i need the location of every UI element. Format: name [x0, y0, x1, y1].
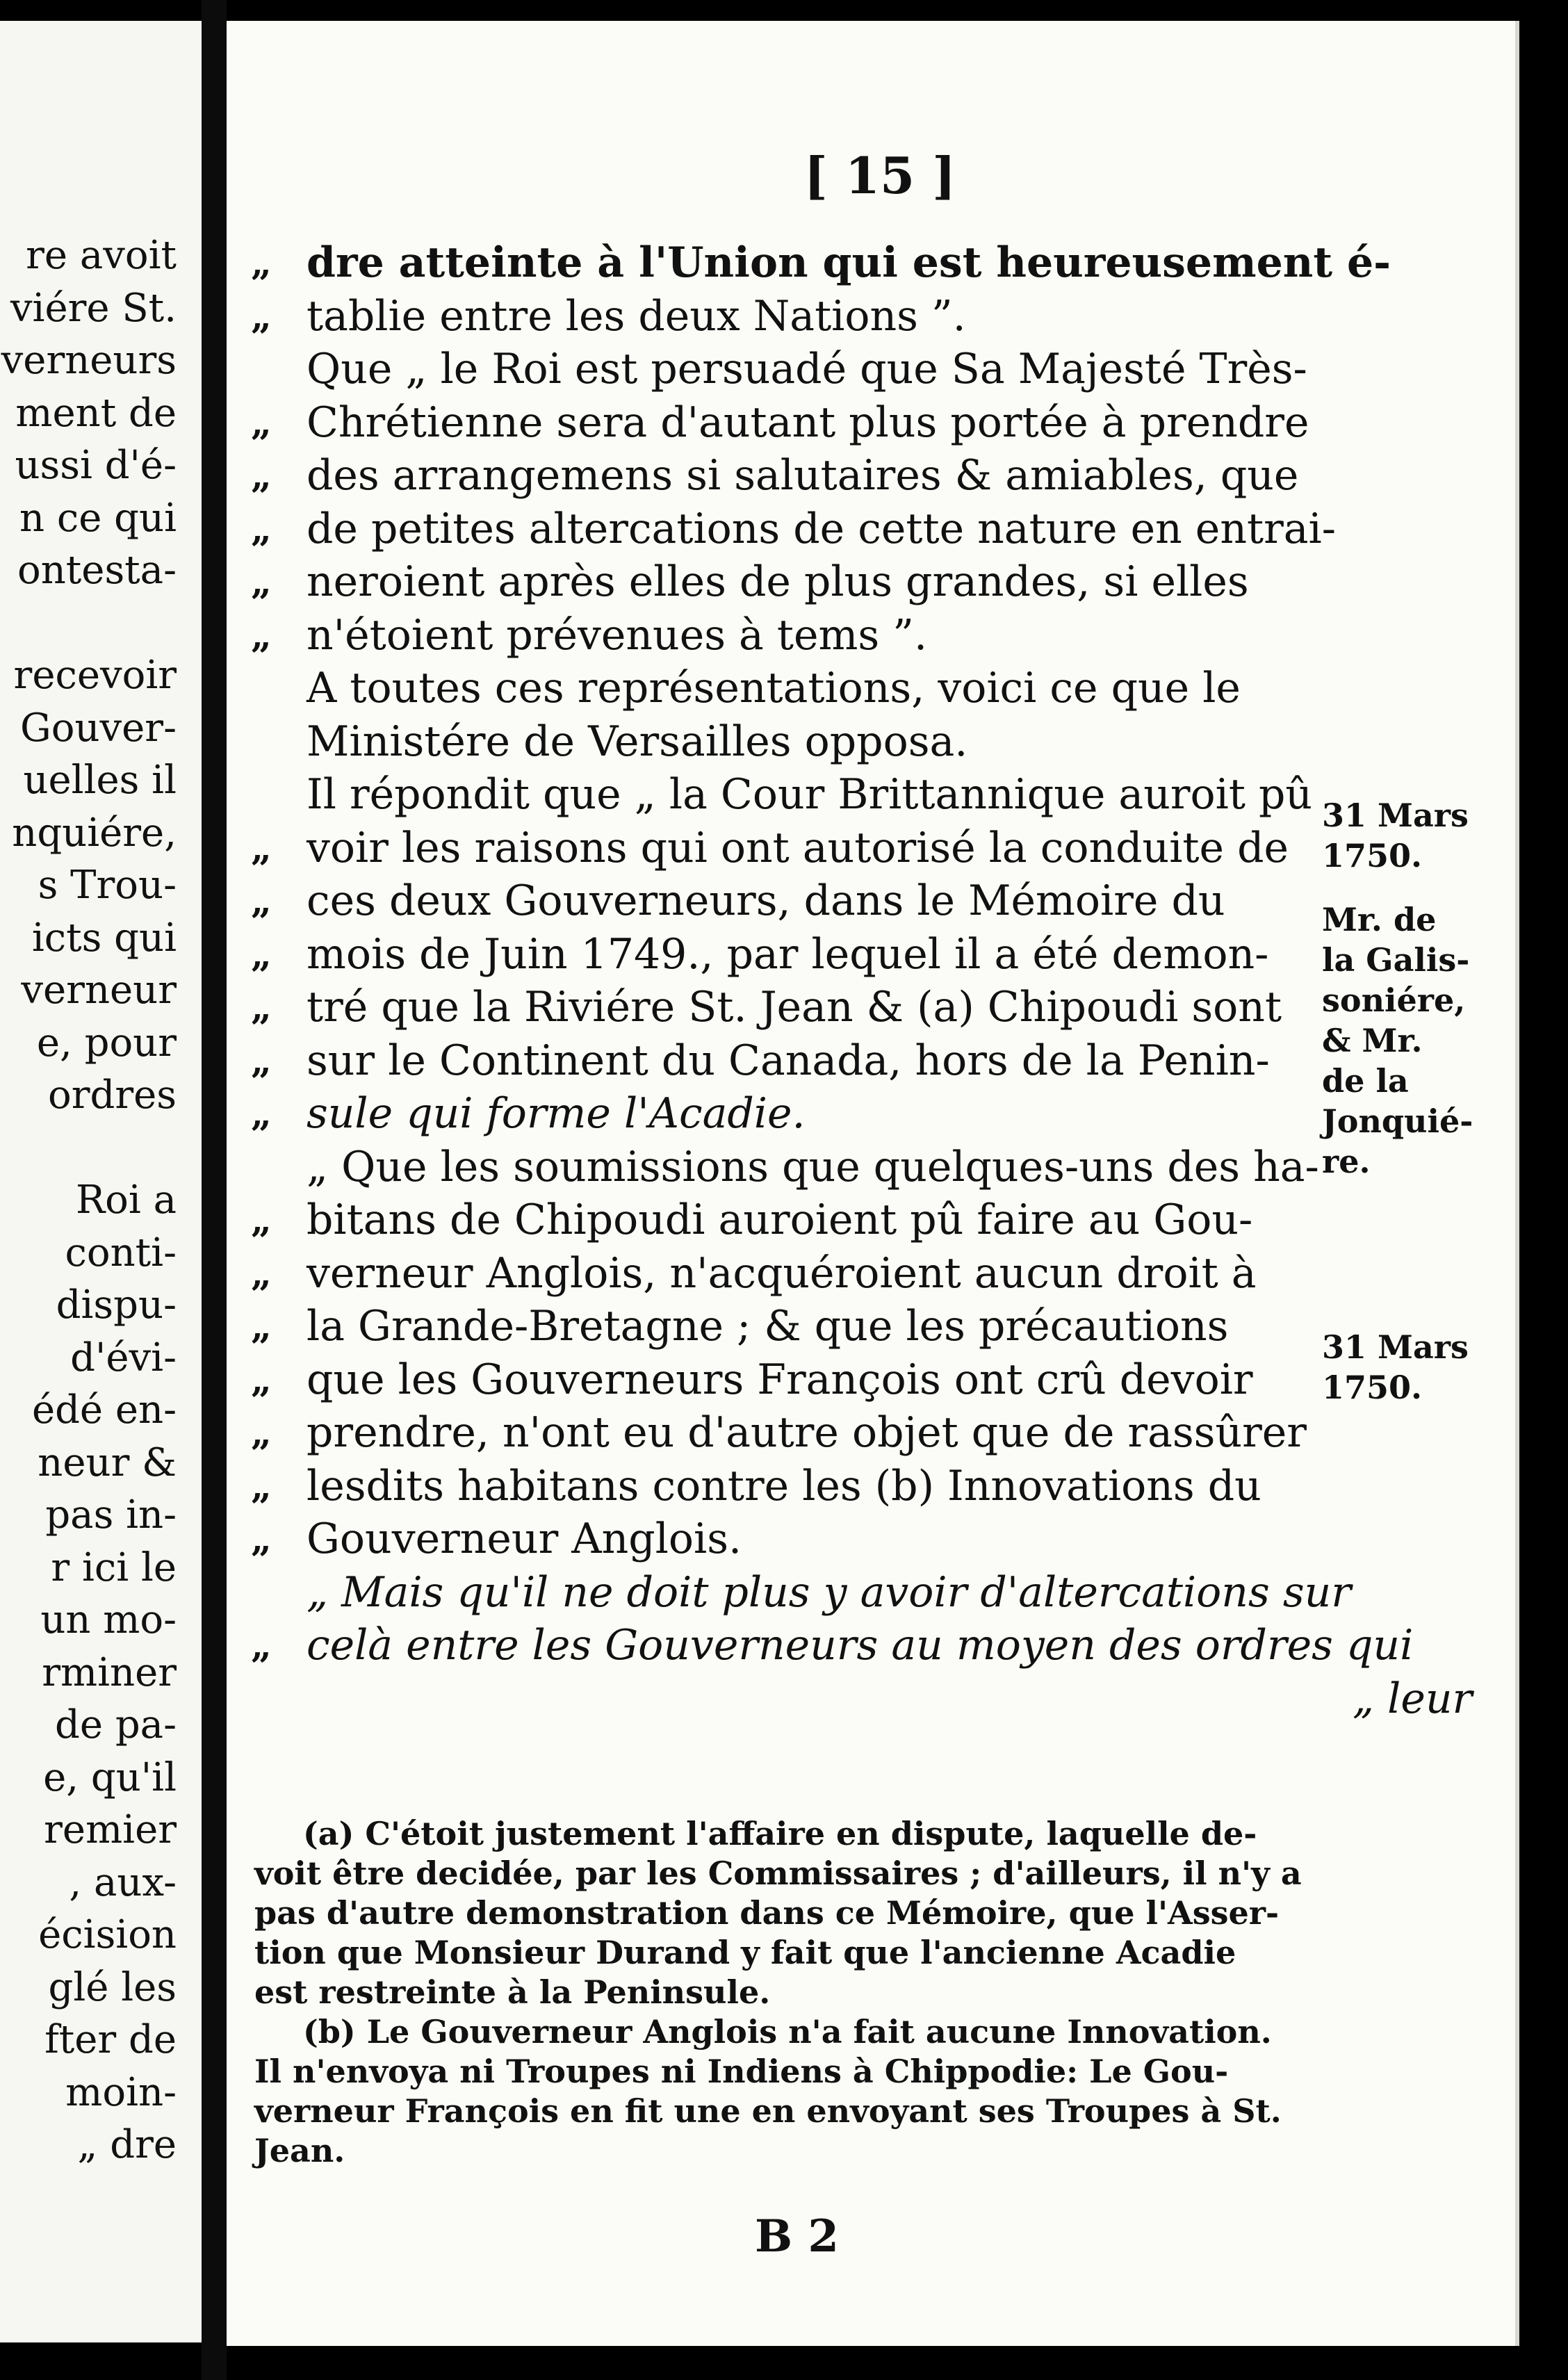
- body-line: prendre, n'ont eu d'autre objet que de rassûrer: [307, 1408, 1307, 1457]
- body-line: tablie entre les deux Nations ”.: [307, 291, 966, 341]
- left-page-line: ontesta-: [17, 548, 177, 593]
- margin-note-line: Mr. de: [1322, 901, 1437, 938]
- quote-mark: „: [251, 1624, 272, 1667]
- quote-mark: „: [251, 561, 272, 603]
- quote-mark: „: [251, 986, 272, 1029]
- margin-note-line: Jonquié-: [1322, 1102, 1473, 1140]
- margin-note-line: & Mr.: [1322, 1022, 1423, 1059]
- body-line: bitans de Chipoudi auroient pû faire au Gou-: [307, 1196, 1253, 1244]
- body-line: celà entre les Gouverneurs au moyen des ordres qui: [307, 1621, 1414, 1670]
- left-page-line: conti-: [65, 1230, 177, 1275]
- left-page-line: uelles il: [23, 758, 177, 803]
- margin-note-line: la Galis-: [1322, 941, 1470, 979]
- book-page: [227, 21, 1519, 2346]
- body-line: sule qui forme l'Acadie.: [307, 1089, 806, 1138]
- left-page-line: recevoir: [13, 653, 177, 698]
- body-line: „ Mais qu'il ne doit plus y avoir d'altercations sur: [307, 1567, 1351, 1617]
- quote-mark: „: [251, 614, 272, 657]
- page-number: [ 15 ]: [803, 146, 956, 205]
- left-page-line: moin-: [65, 2069, 177, 2115]
- body-line: Il répondit que „ la Cour Brittannique auroit pû: [307, 770, 1313, 819]
- quote-mark: „: [251, 826, 272, 870]
- left-page-line: ordres: [48, 1073, 177, 1118]
- body-line: mois de Juin 1749., par lequel il a été demon-: [307, 929, 1269, 979]
- body-line: A toutes ces représentations, voici ce que le: [307, 664, 1241, 712]
- left-page-line: e, qu'il: [43, 1754, 177, 1800]
- quote-mark: „: [251, 1518, 272, 1560]
- facing-page-left: [0, 21, 202, 2342]
- left-page-line: dispu-: [56, 1282, 177, 1328]
- left-page-line: un mo-: [40, 1597, 177, 1643]
- body-line: tré que la Riviére St. Jean & (a) Chipoudi sont: [307, 983, 1282, 1032]
- footnote-line: (b) Le Gouverneur Anglois n'a fait aucune Innovation.: [303, 2013, 1272, 2051]
- left-page-line: ussi d'é-: [15, 443, 177, 488]
- left-page-line: glé les: [48, 1964, 177, 2010]
- quote-mark: „: [251, 1305, 272, 1348]
- signature-mark: B 2: [755, 2210, 839, 2263]
- margin-note-line: 31 Mars: [1322, 797, 1469, 834]
- body-line: la Grande-Bretagne ; & que les précautions: [307, 1302, 1229, 1351]
- left-page-line: s Trou-: [38, 863, 177, 908]
- quote-mark: „: [251, 1093, 272, 1135]
- left-page-line: rminer: [42, 1649, 177, 1695]
- left-page-line: verneurs: [1, 338, 177, 383]
- quote-mark: „: [251, 1039, 272, 1082]
- body-line: sur le Continent du Canada, hors de la Penin-: [307, 1036, 1270, 1085]
- left-page-line: écision: [38, 1912, 177, 1957]
- left-page-line: pas in-: [45, 1492, 177, 1538]
- quote-mark: „: [251, 1252, 272, 1295]
- body-line: Chrétienne sera d'autant plus portée à prendre: [307, 398, 1309, 447]
- body-line: „ leur: [1353, 1674, 1473, 1723]
- body-line: que les Gouverneurs François ont crû devoir: [307, 1355, 1253, 1404]
- margin-note-line: 1750.: [1322, 1369, 1423, 1406]
- left-page-line: viére St.: [10, 285, 177, 331]
- footnote-line: pas d'autre demonstration dans ce Mémoire, que l'Asser-: [254, 1894, 1280, 1932]
- left-page-line: re avoit: [26, 233, 177, 278]
- left-page-line: ment de: [15, 390, 177, 436]
- left-page-line: verneur: [21, 968, 177, 1013]
- quote-mark: „: [251, 242, 272, 284]
- footnote-line: (a) C'étoit justement l'affaire en dispute, laquelle de-: [303, 1815, 1257, 1852]
- left-page-line: nquiére,: [12, 810, 177, 856]
- footnote-line: voit être decidée, par les Commissaires ; d'ailleurs, il n'y a: [254, 1855, 1302, 1892]
- left-page-line: remier: [44, 1807, 177, 1852]
- footnote-line: verneur François en fit une en envoyant ses Troupes à St.: [254, 2092, 1282, 2130]
- left-page-line: , aux-: [69, 1859, 177, 1905]
- quote-mark: „: [251, 1465, 272, 1508]
- book-gutter: [202, 0, 227, 2380]
- margin-note-line: soniére,: [1322, 981, 1466, 1019]
- margin-note-line: de la: [1322, 1062, 1409, 1100]
- body-line: ces deux Gouverneurs, dans le Mémoire du: [307, 877, 1225, 925]
- left-page-line: de pa-: [55, 1702, 177, 1747]
- body-line: des arrangemens si salutaires & amiables, que: [307, 451, 1299, 500]
- body-line: voir les raisons qui ont autorisé la conduite de: [307, 823, 1289, 872]
- body-line: dre atteinte à l'Union qui est heureusement é-: [307, 238, 1391, 287]
- left-page-line: Gouver-: [20, 705, 177, 751]
- left-page-line: neur &: [38, 1440, 177, 1485]
- footnote-line: Jean.: [254, 2132, 345, 2169]
- left-page-line: d'évi-: [70, 1335, 177, 1380]
- quote-mark: „: [251, 880, 272, 922]
- quote-mark: „: [251, 507, 272, 551]
- left-page-line: édé en-: [31, 1387, 177, 1433]
- left-page-line: r ici le: [51, 1544, 177, 1590]
- margin-note-line: 1750.: [1322, 837, 1423, 874]
- body-line: de petites altercations de cette nature en entrai-: [307, 504, 1336, 553]
- left-page-line: Roi a: [76, 1177, 177, 1223]
- quote-mark: „: [251, 1199, 272, 1241]
- body-line: neroient après elles de plus grandes, si elles: [307, 557, 1249, 606]
- left-page-line: e, pour: [36, 1020, 177, 1066]
- quote-mark: „: [251, 933, 272, 976]
- body-line: verneur Anglois, n'acquéroient aucun droit à: [307, 1248, 1257, 1298]
- left-page-line: „ dre: [77, 2122, 177, 2167]
- body-line: Ministére de Versailles opposa.: [307, 717, 968, 766]
- body-line: Gouverneur Anglois.: [307, 1515, 742, 1563]
- body-line: lesdits habitans contre les (b) Innovations du: [307, 1461, 1261, 1510]
- footnote-line: est restreinte à la Peninsule.: [254, 1973, 771, 2011]
- footnote-line: Il n'envoya ni Troupes ni Indiens à Chippodie: Le Gou-: [254, 2053, 1229, 2090]
- quote-mark: „: [251, 1412, 272, 1454]
- left-page-line: icts qui: [31, 915, 177, 961]
- body-line: „ Que les soumissions que quelques-uns des ha-: [307, 1142, 1319, 1191]
- quote-mark: „: [251, 295, 272, 338]
- quote-mark: „: [251, 455, 272, 497]
- body-line: Que „ le Roi est persuadé que Sa Majesté Très-: [307, 345, 1307, 393]
- quote-mark: „: [251, 1358, 272, 1401]
- left-page-line: n ce qui: [19, 495, 177, 541]
- quote-mark: „: [251, 401, 272, 444]
- footnote-line: tion que Monsieur Durand y fait que l'ancienne Acadie: [254, 1934, 1236, 1971]
- margin-note-line: re.: [1322, 1143, 1371, 1180]
- margin-note-line: 31 Mars: [1322, 1328, 1469, 1366]
- body-line: n'étoient prévenues à tems ”.: [307, 610, 928, 660]
- left-page-line: fter de: [44, 2017, 177, 2062]
